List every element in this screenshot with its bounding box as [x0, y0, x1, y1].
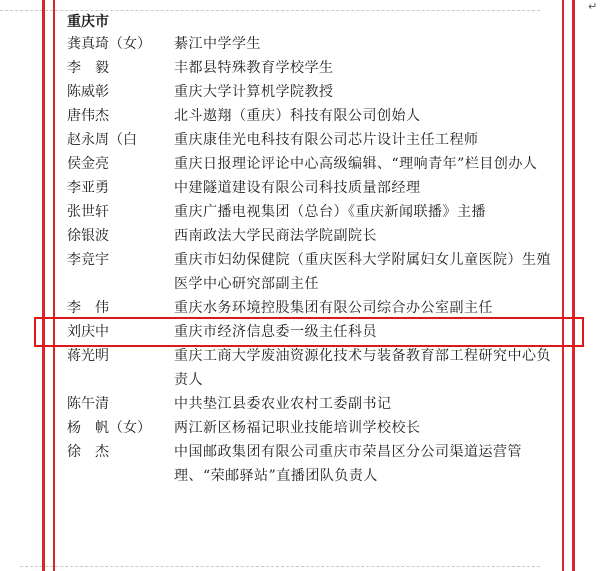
paragraph-mark-icon: ↵	[588, 0, 598, 13]
person-role: 重庆日报理论评论中心高级编辑、“理响青年”栏目创办人	[174, 156, 538, 172]
person-name: 唐伟杰	[67, 108, 109, 124]
person-role: 重庆大学计算机学院教授	[174, 84, 334, 100]
person-role: 綦江中学学生	[174, 36, 261, 52]
right-border-line-outer	[572, 0, 575, 571]
person-name: 李亚勇	[67, 180, 109, 196]
list-item	[67, 152, 552, 176]
highlight-box	[34, 317, 584, 347]
list-item	[67, 224, 552, 248]
person-role: 中共垫江县委农业农村工委副书记	[174, 396, 392, 412]
right-border-line-inner	[562, 0, 564, 571]
person-name: 陈午清	[67, 396, 109, 412]
person-name: 李 毅	[67, 60, 109, 76]
person-name: 杨 帆（女）	[67, 420, 151, 436]
section-title: 重庆市	[67, 14, 109, 30]
person-name: 蒋光明	[67, 348, 109, 364]
person-role: 重庆工商大学废油资源化技术与装备教育部工程研究中心负责人	[174, 348, 551, 388]
person-name: 张世轩	[67, 204, 109, 220]
list-item	[67, 440, 552, 488]
list-item	[67, 176, 552, 200]
person-role: 重庆康佳光电科技有限公司芯片设计主任工程师	[174, 132, 479, 148]
person-name: 刘庆中	[67, 324, 109, 340]
list-item	[67, 80, 552, 104]
person-role: 北斗遨翔（重庆）科技有限公司创始人	[174, 108, 421, 124]
page-bottom-rule	[20, 566, 540, 567]
list-item	[67, 392, 552, 416]
person-role: 重庆广播电视集团（总台）《重庆新闻联播》主播	[174, 204, 486, 220]
person-name: 赵永周（白	[67, 132, 137, 148]
person-name: 侯金亮	[67, 156, 109, 172]
person-role: 重庆市妇幼保健院（重庆医科大学附属妇女儿童医院）生殖医学中心研究部副主任	[174, 252, 551, 292]
person-name: 李竞宇	[67, 252, 109, 268]
person-name: 徐银波	[67, 228, 109, 244]
left-border-line-inner	[53, 0, 55, 571]
list-item	[67, 104, 552, 128]
list-item	[67, 56, 552, 80]
person-name: 龚真琦（女）	[67, 36, 151, 52]
person-role: 重庆市经济信息委一级主任科员	[174, 324, 377, 340]
left-border-line-outer	[42, 0, 45, 571]
person-role: 丰都县特殊教育学校学生	[174, 60, 334, 76]
person-name: 李 伟	[67, 300, 109, 316]
person-role: 中建隧道建设有限公司科技质量部经理	[174, 180, 421, 196]
person-role: 重庆水务环境控股集团有限公司综合办公室副主任	[174, 300, 493, 316]
list-item	[67, 200, 552, 224]
list-item	[67, 416, 552, 440]
person-role: 中国邮政集团有限公司重庆市荣昌区分公司渠道运营管理、“荣邮驿站”直播团队负责人	[174, 444, 522, 484]
person-role: 西南政法大学民商法学院副院长	[174, 228, 377, 244]
list-item	[67, 344, 552, 392]
person-name: 徐 杰	[67, 444, 109, 460]
list-item	[67, 248, 552, 296]
honoree-list	[67, 32, 552, 488]
list-item	[67, 128, 552, 152]
person-role: 两江新区杨福记职业技能培训学校校长	[174, 420, 421, 436]
list-item	[67, 32, 552, 56]
person-name: 陈威彰	[67, 84, 109, 100]
